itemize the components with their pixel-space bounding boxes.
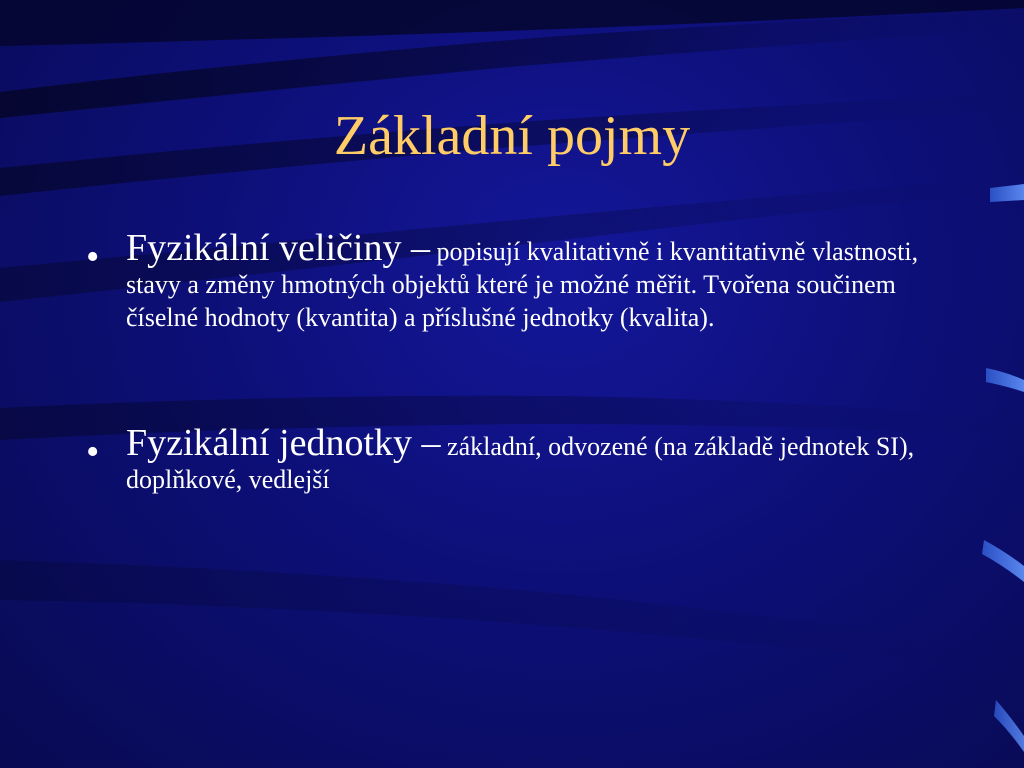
bullet-description: základní, odvozené (na základě jednotek SI), doplňkové, vedlejší <box>126 432 915 494</box>
bullet-item-physical-units <box>86 422 946 496</box>
bullet-item-physical-quantities <box>86 227 946 334</box>
bullet-list <box>86 227 946 496</box>
bullet-icon: • <box>86 236 100 278</box>
bullet-term: Fyzikální veličiny – <box>126 227 430 269</box>
accent-stripe <box>986 368 1024 392</box>
bullet-icon: • <box>86 431 100 473</box>
bullet-term: Fyzikální jednotky – <box>126 422 441 464</box>
accent-stripe <box>982 540 1024 582</box>
slide-title: Základní pojmy <box>333 105 691 167</box>
bullet-text <box>126 227 919 332</box>
accent-stripe <box>994 700 1024 752</box>
background-swoosh <box>0 560 1024 672</box>
bullet-description: popisují kvalitativně i kvantitativně vlastnosti, stavy a změny hmotných objektů které je možné měřit. Tvořena součinem číselné hodnoty (kvantita) a příslušné jednotky (kvalita). <box>126 237 919 332</box>
bullet-text <box>126 422 915 494</box>
